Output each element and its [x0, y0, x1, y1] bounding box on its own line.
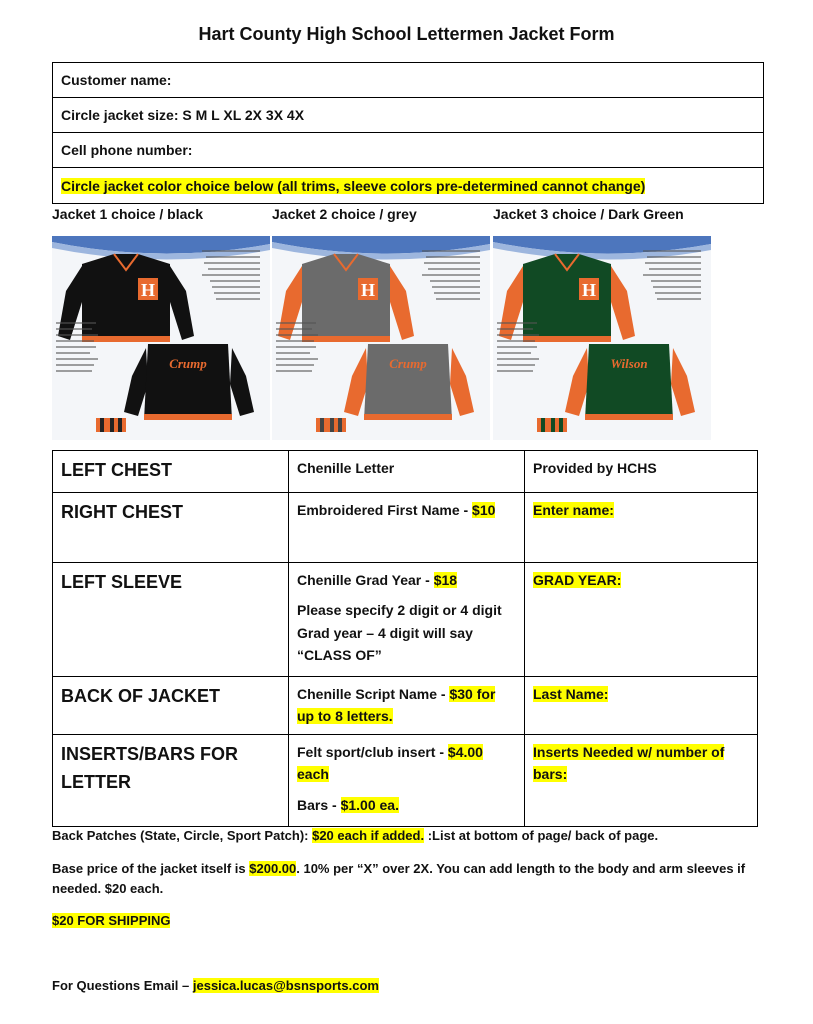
table-row [53, 563, 758, 677]
price-text: $18 [433, 572, 458, 588]
location-cell: INSERTS/BARS FOR LETTER [53, 735, 289, 827]
table-row [53, 493, 758, 563]
customer-info-box [52, 62, 764, 204]
value-cell[interactable] [525, 493, 758, 563]
value-cell[interactable] [525, 563, 758, 677]
patches-text: Back Patches (State, Circle, Sport Patch): [52, 828, 313, 843]
price-text: $4.00 each [297, 744, 483, 783]
back-script-name: Wilson [610, 356, 648, 371]
patches-text-end: :List at bottom of page/ back of page. [424, 828, 659, 843]
contact-note [52, 976, 772, 996]
color-choice-row [53, 168, 763, 203]
last-name-field: Last Name: [533, 686, 609, 702]
bars-label: Bars - [297, 796, 341, 813]
jacket-letter: H [581, 280, 597, 300]
shipping-text: $20 FOR SHIPPING [52, 913, 171, 928]
page-title: Hart County High School Lettermen Jacket Form [198, 24, 615, 44]
description-text: Chenille Script Name - [297, 686, 450, 702]
jacket-3-image[interactable] [493, 236, 711, 440]
base-price-text-end: . 10% per “X” over 2X. You can add length to the body and arm sleeves if needed. $20 each. [52, 861, 746, 897]
contact-email-link[interactable]: jessica.lucas@bsnsports.com [192, 978, 379, 993]
table-row [53, 735, 758, 827]
table-row [53, 677, 758, 735]
description-cell [289, 493, 525, 563]
description-text: Embroidered First Name - [297, 502, 473, 518]
jacket-letter: H [360, 280, 376, 300]
customer-name-field[interactable]: Customer name: [53, 63, 763, 98]
value-cell[interactable] [525, 677, 758, 735]
description-cell [289, 677, 525, 735]
jacket-size-field[interactable]: Circle jacket size: S M L XL 2X 3X 4X [53, 98, 763, 133]
location-cell: LEFT SLEEVE [53, 563, 289, 677]
jacket-3-label[interactable]: Jacket 3 choice / Dark Green [493, 206, 684, 222]
location-cell: RIGHT CHEST [53, 493, 289, 563]
color-choice-instruction: Circle jacket color choice below (all trims, sleeve colors pre-determined cannot change) [61, 177, 646, 194]
location-cell: LEFT CHEST [53, 451, 289, 493]
back-script-name: Crump [169, 356, 207, 371]
description-text: Chenille Grad Year - [297, 572, 434, 588]
description-cell [289, 735, 525, 827]
description-cell: Chenille Letter [289, 451, 525, 493]
jacket-1-label[interactable]: Jacket 1 choice / black [52, 206, 203, 222]
grad-year-field: GRAD YEAR: [533, 572, 622, 588]
location-cell: BACK OF JACKET [53, 677, 289, 735]
jacket-2-image[interactable] [272, 236, 490, 440]
enter-name-field: Enter name: [533, 502, 614, 518]
base-price-note [52, 859, 772, 899]
price-text: $10 [472, 502, 496, 518]
jacket-1-image[interactable] [52, 236, 270, 440]
base-price-text: Base price of the jacket itself is [52, 861, 250, 876]
value-cell: Provided by HCHS [525, 451, 758, 493]
value-cell[interactable] [525, 735, 758, 827]
cell-phone-field[interactable]: Cell phone number: [53, 133, 763, 168]
jacket-letter: H [140, 280, 156, 300]
inserts-needed-field: Inserts Needed w/ number of bars: [533, 744, 725, 783]
jacket-2-label[interactable]: Jacket 2 choice / grey [272, 206, 417, 222]
description-cell [289, 563, 525, 677]
shipping-note [52, 911, 772, 931]
grad-year-note: Please specify 2 digit or 4 digit Grad year – 4 digit will say “CLASS OF” [297, 602, 502, 664]
options-table [52, 450, 758, 827]
contact-text: For Questions Email – [52, 978, 193, 993]
back-patches-note [52, 826, 772, 846]
patches-price: $20 each if added. [312, 828, 425, 843]
price-text: $30 for up to 8 letters. [297, 686, 496, 725]
table-row [53, 451, 758, 493]
back-script-name: Crump [389, 356, 427, 371]
jacket-images [52, 236, 764, 440]
base-price-value: $200.00 [249, 861, 297, 876]
description-text: Felt sport/club insert - [297, 744, 448, 760]
bars-price: $1.00 ea. [340, 796, 399, 813]
